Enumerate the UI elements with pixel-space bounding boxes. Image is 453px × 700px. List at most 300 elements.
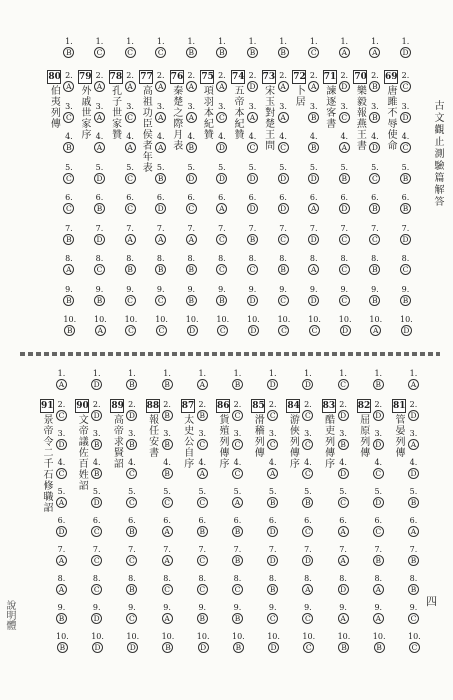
answer-item: [247, 286, 258, 306]
answer-item: [125, 103, 136, 123]
answer-option: A: [216, 81, 227, 92]
answer-option: C: [155, 295, 166, 306]
answer-item: [247, 72, 258, 92]
answer-item: [94, 164, 105, 184]
answer-option: C: [186, 203, 197, 214]
answer-item: [247, 103, 258, 123]
answer-option: B: [373, 555, 384, 566]
answer-item: [400, 72, 411, 92]
answer-number: 4.: [340, 132, 349, 141]
answer-number: 8.: [57, 574, 66, 583]
answer-item: [126, 604, 137, 624]
answer-item: [216, 103, 227, 123]
answer-number: 3.: [57, 429, 66, 438]
answer-number: 6.: [374, 516, 383, 525]
answer-item: [369, 72, 380, 92]
answer-option: D: [369, 142, 380, 153]
answer-number: 4.: [187, 132, 196, 141]
answer-option: C: [94, 264, 105, 275]
answer-option: C: [126, 555, 137, 566]
answer-number: 9.: [340, 284, 349, 294]
answer-number: 2.: [198, 400, 207, 409]
answer-option: B: [126, 379, 137, 390]
answer-item: [125, 72, 136, 92]
answer-option: A: [155, 234, 166, 245]
answer-option: D: [373, 497, 384, 508]
answer-q1: [63, 38, 74, 58]
answer-option: B: [232, 555, 243, 566]
answer-option: D: [56, 526, 67, 537]
question-number-box: 85: [252, 401, 265, 411]
answer-number: 2.: [233, 400, 242, 409]
answer-option: B: [186, 142, 197, 153]
question-title: 樂毅報燕王書: [354, 85, 366, 151]
answer-option: C: [91, 526, 102, 537]
answer-option: C: [303, 642, 314, 653]
answer-option: A: [373, 613, 384, 624]
answer-number: 5.: [57, 487, 66, 496]
answer-number: 6.: [409, 516, 418, 525]
answer-number: 7.: [92, 545, 101, 554]
question-number-box: 80: [48, 72, 61, 82]
answer-option: A: [408, 379, 419, 390]
answer-option: C: [400, 81, 411, 92]
answer-item: [63, 72, 74, 92]
answer-item: [369, 316, 382, 336]
answer-number: 6.: [339, 516, 347, 525]
answer-item: [155, 255, 166, 275]
answer-item: [186, 72, 197, 92]
answer-number: 8.: [340, 254, 349, 263]
answer-option: C: [216, 234, 227, 245]
answer-option: B: [126, 584, 137, 595]
answer-number: 6.: [92, 516, 101, 525]
question-title: 游俠列傳序: [287, 414, 299, 469]
answer-number: 8.: [156, 254, 165, 263]
answer-number: 5.: [340, 162, 349, 172]
answer-item: [56, 633, 69, 653]
answer-item: [162, 575, 173, 595]
answer-option: C: [338, 497, 349, 508]
answer-item: [56, 604, 67, 624]
answer-option: A: [155, 142, 166, 153]
answer-option: D: [278, 173, 289, 184]
answer-number: 4.: [65, 132, 73, 141]
answer-option: D: [186, 173, 197, 184]
answer-number: 6.: [128, 516, 136, 525]
answer-q1: [91, 370, 102, 390]
answer-option: B: [369, 81, 380, 92]
answer-number: 5.: [374, 487, 383, 496]
answer-number: 2.: [309, 71, 318, 80]
answer-option: B: [63, 295, 74, 306]
answer-number: 1.: [340, 37, 349, 46]
answer-number: 8.: [92, 574, 101, 583]
answer-item: [63, 194, 74, 214]
answer-option: D: [91, 497, 102, 508]
answer-option: A: [408, 439, 419, 450]
answer-option: B: [338, 439, 349, 450]
answer-item: [186, 194, 197, 214]
answer-q1: [155, 38, 166, 58]
answer-option: B: [94, 295, 105, 306]
answer-option: B: [162, 468, 173, 479]
answer-number: 9.: [339, 603, 347, 612]
answer-item: [125, 255, 136, 275]
answer-number: 8.: [187, 254, 196, 263]
answer-option: D: [94, 234, 105, 245]
answer-option: A: [162, 613, 173, 624]
section-divider: [20, 352, 440, 356]
answer-number: 2.: [401, 71, 410, 80]
question-title: 諫逐客書: [323, 85, 335, 129]
answer-item: [278, 164, 289, 184]
answer-option: B: [308, 112, 319, 123]
answer-option: C: [56, 410, 67, 421]
answer-item: [162, 459, 173, 479]
question-number-box: 77: [140, 72, 153, 82]
answer-item: [247, 316, 260, 336]
answer-q1: [126, 370, 137, 390]
answer-option: A: [155, 81, 166, 92]
answer-option: D: [267, 526, 278, 537]
question-number-box: 81: [393, 401, 406, 411]
answer-number: 9.: [304, 603, 312, 612]
answer-number: 9.: [371, 284, 379, 294]
answer-item: [339, 286, 350, 306]
answer-item: [339, 194, 350, 214]
answer-number: 2.: [187, 71, 196, 80]
answer-option: D: [56, 439, 67, 450]
question-number-box: 89: [111, 401, 124, 411]
answer-number: 4.: [279, 132, 287, 141]
answer-item: [278, 225, 289, 245]
margin-note: 說明體: [4, 600, 15, 630]
answer-item: [400, 133, 411, 153]
answer-option: C: [162, 584, 173, 595]
answer-option: A: [408, 526, 419, 537]
answer-option: B: [400, 173, 411, 184]
answer-number: 1.: [218, 37, 226, 46]
answer-number: 5.: [371, 162, 379, 172]
answer-item: [338, 575, 349, 595]
answer-option: B: [374, 642, 385, 653]
answer-option: B: [91, 439, 102, 450]
answer-item: [56, 430, 67, 450]
answer-option: B: [216, 295, 227, 306]
answer-item: [155, 103, 166, 123]
answer-option: C: [162, 497, 173, 508]
answer-q1: [247, 38, 258, 58]
answer-number: 4.: [126, 132, 134, 141]
answer-option: C: [278, 234, 289, 245]
answer-option: C: [302, 613, 313, 624]
answer-number: 2.: [279, 71, 287, 80]
question-number-box: 71: [323, 72, 337, 82]
answer-number: 10.: [302, 632, 316, 641]
answer-option: D: [198, 642, 209, 653]
answer-item: [278, 72, 289, 92]
answer-option: C: [338, 379, 349, 390]
answer-number: 2.: [268, 400, 277, 409]
answer-item: [267, 401, 278, 421]
answer-option: C: [339, 264, 350, 275]
answer-item: [339, 255, 350, 275]
answer-option: B: [247, 234, 258, 245]
answer-number: 5.: [187, 162, 196, 172]
answer-item: [197, 488, 208, 508]
answer-option: C: [217, 325, 228, 336]
answer-number: 1.: [187, 37, 196, 46]
answer-number: 6.: [57, 516, 66, 525]
answer-item: [126, 633, 139, 653]
answer-number: 6.: [65, 193, 73, 202]
question-number-box: 91: [41, 401, 54, 411]
answer-number: 9.: [279, 284, 287, 294]
answer-option: D: [216, 142, 227, 153]
answer-item: [126, 517, 137, 537]
answer-option: B: [278, 264, 289, 275]
answer-item: [302, 575, 313, 595]
answer-item: [373, 459, 384, 479]
answer-number: 8.: [163, 574, 171, 583]
answer-item: [369, 164, 380, 184]
answer-option: D: [247, 173, 258, 184]
answer-number: 6.: [218, 193, 226, 202]
answer-number: 5.: [128, 487, 136, 496]
answer-number: 10.: [400, 315, 413, 324]
answer-option: B: [162, 410, 173, 421]
answer-number: 8.: [95, 254, 104, 263]
answer-option: D: [92, 642, 103, 653]
question-number-box: 83: [322, 401, 336, 411]
answer-number: 10.: [155, 315, 168, 324]
answer-number: 1.: [128, 369, 136, 378]
question-title: 外戚世家序: [79, 85, 90, 140]
answer-item: [267, 459, 278, 479]
answer-item: [94, 194, 105, 214]
answer-option: D: [400, 112, 411, 123]
answer-number: 3.: [156, 101, 165, 111]
question-title: 孔子世家贊: [109, 85, 121, 140]
answer-item: [125, 164, 136, 184]
answer-item: [373, 546, 384, 566]
answer-option: B: [162, 379, 173, 390]
answer-number: 4.: [128, 458, 136, 467]
answer-option: A: [155, 112, 166, 123]
answer-item: [400, 255, 411, 275]
question-title: 太史公自序: [181, 414, 193, 469]
answer-item: [267, 604, 278, 624]
answer-option: B: [400, 203, 411, 214]
answer-number: 10.: [216, 315, 230, 324]
question-title: 高帝求賢詔: [111, 414, 123, 469]
answer-number: 2.: [163, 400, 171, 409]
answer-option: B: [63, 47, 74, 58]
answer-option: C: [126, 468, 137, 479]
answer-option: C: [247, 142, 258, 153]
question-number-box: 88: [146, 401, 160, 411]
answer-option: A: [186, 81, 197, 92]
answer-number: 5.: [248, 162, 257, 172]
answer-item: [94, 103, 105, 123]
answer-item: [308, 286, 319, 306]
answer-item: [155, 194, 166, 214]
question-title: 伯夷列傳: [48, 85, 60, 129]
answer-number: 7.: [409, 545, 418, 554]
answer-item: [373, 430, 384, 450]
answer-option: D: [308, 295, 319, 306]
answer-number: 4.: [339, 458, 347, 467]
answer-number: 2.: [65, 71, 73, 80]
answer-number: 10.: [91, 632, 104, 641]
answer-option: B: [126, 526, 137, 537]
answer-number: 8.: [371, 254, 379, 263]
answer-option: A: [63, 264, 74, 275]
answer-number: 9.: [187, 284, 196, 294]
answer-number: 5.: [218, 162, 226, 172]
answer-number: 8.: [65, 254, 73, 263]
answer-option: D: [302, 555, 313, 566]
answer-item: [338, 430, 349, 450]
answer-number: 4.: [268, 458, 277, 467]
answer-item: [302, 517, 313, 537]
answer-option: A: [95, 325, 106, 336]
answer-option: C: [197, 439, 208, 450]
answer-item: [408, 459, 419, 479]
answer-item: [338, 488, 349, 508]
answer-number: 5.: [198, 487, 207, 496]
question-number-box: 76: [170, 72, 184, 82]
answer-item: [369, 286, 380, 306]
answer-item: [278, 194, 289, 214]
answer-option: C: [216, 112, 227, 123]
answer-option: A: [216, 203, 227, 214]
answer-option: C: [373, 526, 384, 537]
answer-number: 10.: [369, 315, 383, 324]
answer-number: 9.: [163, 603, 171, 612]
answer-number: 9.: [248, 284, 257, 294]
answer-option: A: [94, 112, 105, 123]
answer-option: A: [162, 526, 173, 537]
page-number: 四: [426, 595, 437, 608]
answer-number: 4.: [218, 132, 226, 141]
answer-number: 2.: [95, 71, 104, 80]
answer-number: 4.: [371, 132, 379, 141]
answer-option: C: [302, 526, 313, 537]
answer-number: 8.: [309, 254, 318, 263]
answer-option: C: [278, 142, 289, 153]
answer-option: C: [247, 264, 258, 275]
answer-number: 8.: [304, 574, 312, 583]
answer-number: 4.: [233, 458, 242, 467]
answer-number: 6.: [163, 516, 171, 525]
answer-option: B: [232, 379, 243, 390]
answer-q1: [186, 38, 197, 58]
answer-item: [267, 517, 278, 537]
answer-option: B: [197, 613, 208, 624]
answer-item: [91, 430, 102, 450]
answer-option: B: [369, 112, 380, 123]
answer-option: A: [338, 613, 349, 624]
answer-number: 7.: [128, 545, 136, 554]
answer-option: C: [400, 142, 411, 153]
answer-number: 1.: [268, 369, 277, 378]
answer-item: [408, 488, 419, 508]
answer-option: C: [267, 439, 278, 450]
answer-item: [408, 546, 419, 566]
answer-option: C: [400, 264, 411, 275]
answer-option: C: [267, 410, 278, 421]
answer-number: 8.: [409, 574, 418, 583]
answer-option: A: [369, 47, 380, 58]
answer-number: 8.: [248, 254, 257, 263]
answer-option: A: [125, 142, 136, 153]
answer-item: [197, 633, 210, 653]
answer-number: 5.: [126, 162, 134, 172]
answer-option: B: [247, 47, 258, 58]
question-title: 貨殖列傳序: [217, 414, 228, 469]
answer-number: 1.: [374, 369, 383, 378]
answer-number: 4.: [374, 458, 383, 467]
answer-item: [197, 430, 208, 450]
answer-item: [369, 103, 380, 123]
answer-option: D: [401, 325, 412, 336]
answer-option: C: [373, 468, 384, 479]
answer-number: 1.: [65, 37, 73, 46]
answer-number: 5.: [268, 487, 277, 496]
answer-number: 6.: [401, 193, 410, 202]
answer-item: [408, 430, 419, 450]
answer-item: [197, 604, 208, 624]
answer-number: 3.: [187, 101, 196, 111]
answer-item: [91, 459, 102, 479]
answer-option: D: [339, 81, 350, 92]
answer-item: [56, 517, 67, 537]
answer-number: 1.: [371, 37, 379, 46]
answer-q1: [267, 370, 278, 390]
answer-number: 1.: [156, 37, 165, 46]
answer-number: 4.: [309, 132, 318, 141]
answer-number: 5.: [95, 162, 104, 172]
answer-item: [155, 286, 166, 306]
answer-item: [267, 488, 278, 508]
answer-item: [339, 164, 350, 184]
answer-item: [232, 517, 243, 537]
answer-option: B: [369, 203, 380, 214]
answer-number: 7.: [126, 223, 134, 233]
question-number-box: 70: [354, 72, 367, 82]
answer-option: A: [308, 203, 319, 214]
answer-option: C: [232, 468, 243, 479]
question-title: 五帝本紀贊: [232, 85, 243, 140]
answer-number: 1.: [95, 37, 104, 46]
answer-number: 5.: [92, 487, 101, 496]
answer-number: 6.: [304, 516, 312, 525]
answer-option: B: [186, 47, 197, 58]
answer-option: C: [409, 642, 420, 653]
answer-number: 5.: [65, 162, 73, 172]
answer-option: D: [400, 47, 411, 58]
answer-option: B: [233, 642, 244, 653]
answer-item: [63, 255, 74, 275]
answer-option: B: [302, 497, 313, 508]
answer-item: [94, 133, 105, 153]
answer-number: 10.: [124, 315, 138, 324]
answer-item: [308, 255, 319, 275]
answer-option: C: [369, 173, 380, 184]
answer-item: [94, 286, 105, 306]
